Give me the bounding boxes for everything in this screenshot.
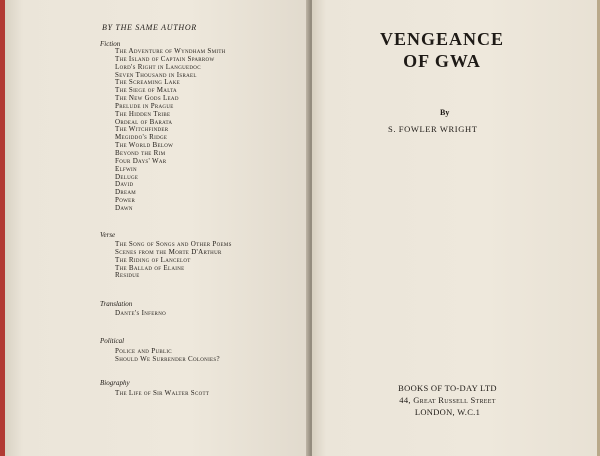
book-title-entry: Scenes from the Morte D'Arthur [115,247,222,256]
by-label: By [440,108,450,117]
section-label-translation: Translation [100,300,133,308]
book-title-entry: The Ballad of Elaine [115,263,185,272]
verse-list [115,241,232,280]
biography-list [115,390,209,398]
book-title-entry: Four Days' War [115,156,167,165]
book-title-entry: Dawn [115,203,133,212]
book-title-entry: Deluge [115,172,139,181]
by-same-author-heading: BY THE SAME AUTHOR [102,23,197,32]
book-title-entry: Megiddo's Ridge [115,133,168,142]
book-title-entry: Dream [115,188,137,197]
publisher-name: BOOKS OF TO-DAY LTD [398,383,497,393]
author-name: S. FOWLER WRIGHT [388,124,478,134]
book-title-entry: Residue [115,271,140,280]
book-title-entry: The Witchfinder [115,125,169,134]
political-list [115,348,220,364]
book-title-entry: Dante's Inferno [115,309,167,317]
book-title-entry: The Screaming Lake [115,78,180,87]
book-title-entry: Ordeal of Barata [115,117,173,126]
book-title-line-2: OF GWA [403,51,481,71]
book-title-entry: Seven Thousand in Israel [115,70,197,79]
fiction-list [115,48,226,213]
book-title-entry: The World Below [115,141,174,150]
book-title-entry: David [115,180,134,189]
publisher-city: LONDON, W.C.1 [414,407,481,417]
book-title-entry: The Island of Captain Sparrow [115,54,215,63]
book-title-line-1: VENGEANCE [379,29,504,49]
book-title-entry: Should We Surrender Colonies? [115,354,220,363]
publisher-address: 44, Great Russell Street [399,395,496,405]
book-title-entry: Elfwin [115,164,137,173]
section-label-political: Political [100,337,125,345]
book-title-entry: Beyond the Rim [115,148,166,157]
book-title-entry: The Adventure of Wyndham Smith [115,47,226,55]
book-title-entry: The Riding of Lancelot [115,255,191,264]
section-label-verse: Verse [100,231,116,239]
book-title-entry: Prelude in Prague [115,101,174,110]
section-label-biography: Biography [100,379,130,387]
book-title-entry: The Hidden Tribe [115,109,171,118]
section-label-fiction: Fiction [100,40,121,48]
book-title [372,28,512,72]
book-title-entry: The Siege of Malta [115,86,177,95]
book-title-entry: The Life of Sir Walter Scott [115,389,210,397]
book-title-entry: The New Gods Lead [115,94,179,103]
publisher-imprint [380,382,515,418]
book-title-entry: Police and Public [115,347,172,355]
book-title-entry: Power [115,196,136,205]
translation-list [115,310,166,318]
book-title-entry: The Song of Songs and Other Poems [115,240,232,248]
book-title-entry: Lord's Right in Languedoc [115,62,201,71]
